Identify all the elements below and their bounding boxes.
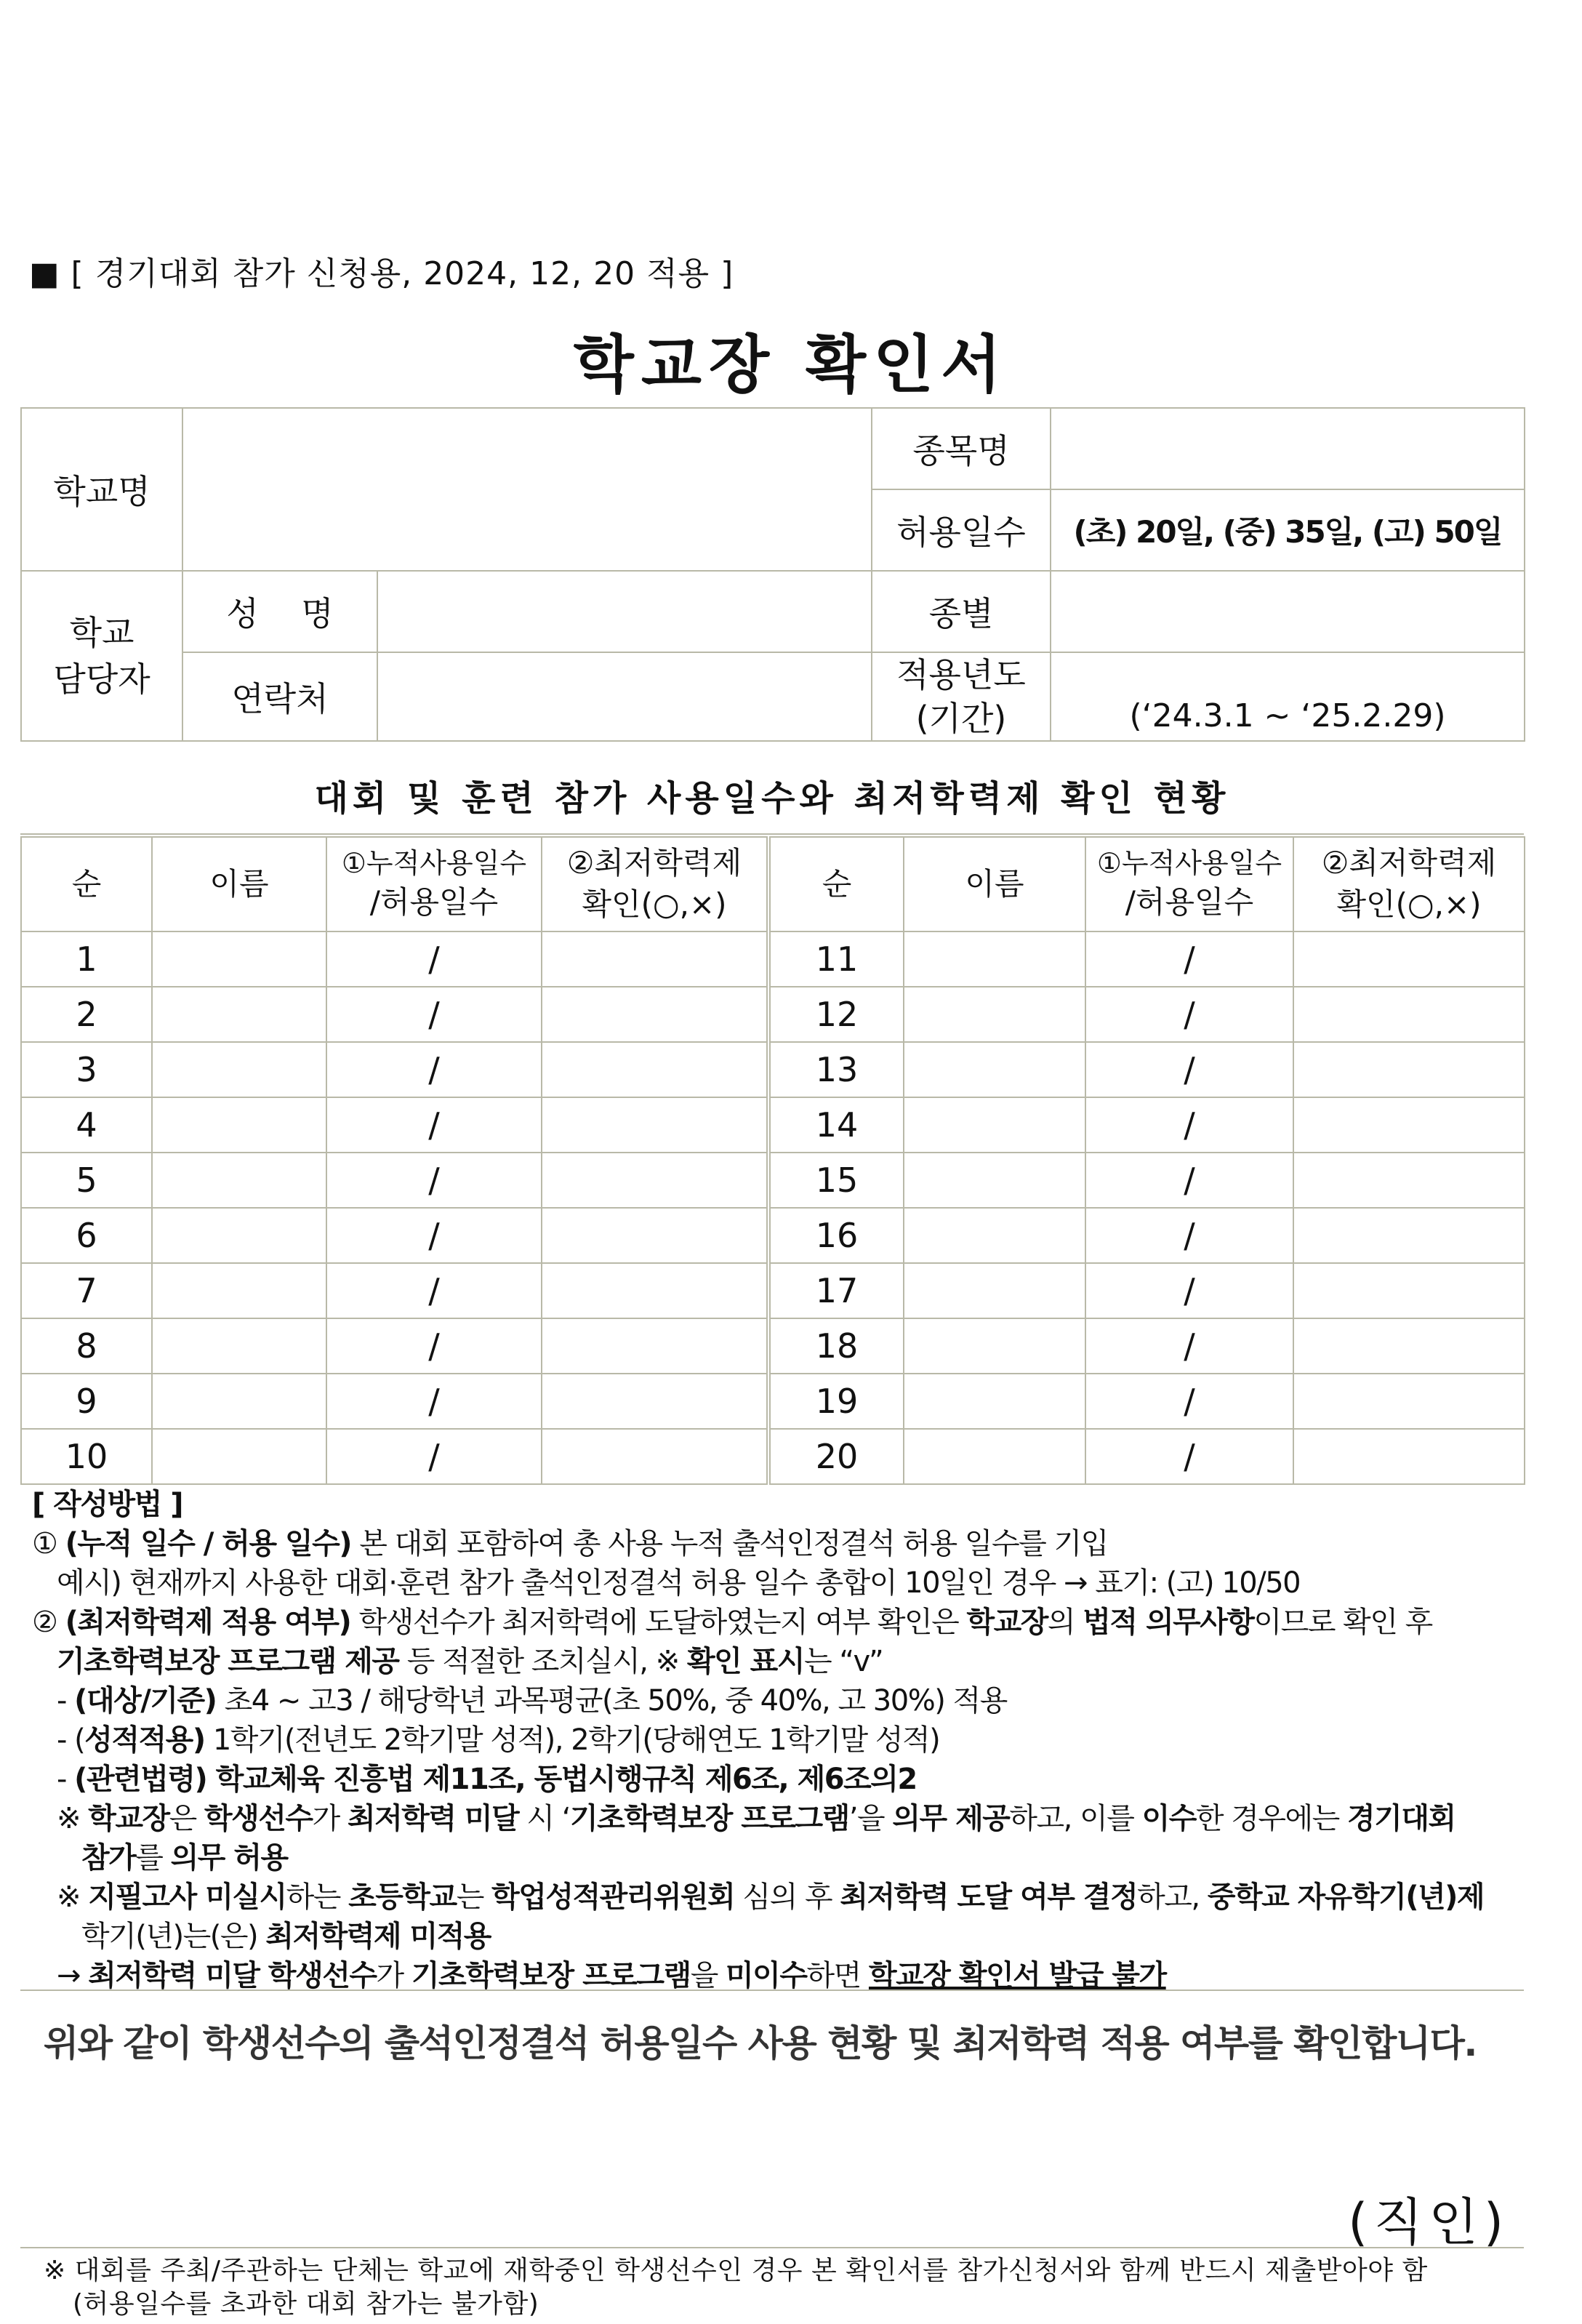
- footnote-divider: [20, 2247, 1524, 2248]
- row-number-right: 14: [768, 1097, 904, 1153]
- row-days-right[interactable]: /: [1085, 1042, 1293, 1097]
- row-number-left: 9: [21, 1374, 152, 1429]
- row-days-left[interactable]: /: [326, 1318, 542, 1374]
- row-number-right: 20: [768, 1429, 904, 1484]
- row-name-left[interactable]: [152, 1153, 326, 1208]
- row-number-left: 3: [21, 1042, 152, 1097]
- roster-row: [21, 1263, 1525, 1318]
- row-name-right[interactable]: [904, 987, 1085, 1042]
- row-name-left[interactable]: [152, 931, 326, 987]
- confirmation-statement: 위와 같이 학생선수의 출석인정결석 허용일수 사용 현황 및 최저학력 적용 여부를 확인합니다.: [44, 2022, 1477, 2064]
- allowed-days-value: (초) 20일, (중) 35일, (고) 50일: [1051, 489, 1525, 571]
- row-name-right[interactable]: [904, 1153, 1085, 1208]
- row-name-left[interactable]: [152, 1097, 326, 1153]
- row-min-right[interactable]: [1293, 1374, 1525, 1429]
- roster-row: [21, 931, 1525, 987]
- row-number-left: 1: [21, 931, 152, 987]
- roster-row: [21, 1374, 1525, 1429]
- row-min-left[interactable]: [542, 1042, 768, 1097]
- row-name-left[interactable]: [152, 1208, 326, 1263]
- year-label-line-1: 적용년도: [896, 655, 1026, 694]
- row-days-right[interactable]: /: [1085, 1374, 1293, 1429]
- row-name-right[interactable]: [904, 1374, 1085, 1429]
- row-min-left[interactable]: [542, 1208, 768, 1263]
- row-number-right: 15: [768, 1153, 904, 1208]
- official-seal-label: (직인): [1348, 2192, 1509, 2252]
- col-days-right: [1085, 837, 1293, 931]
- roster-row: [21, 1042, 1525, 1097]
- note-4: - (성적적용) 1학기(전년도 2학기말 성적), 2학기(당해연도 1학기말 성적): [57, 1723, 940, 1757]
- note-1: ① (누적 일수 / 허용 일수) 본 대회 포함하여 총 사용 누적 출석인정결석 허용 일수를 기입: [32, 1527, 1108, 1560]
- roster-row: [21, 1208, 1525, 1263]
- note-8: → 최저학력 미달 학생선수가 기초학력보장 프로그램을 미이수하면 학교장 확인서 발급 불가: [57, 1959, 1166, 1992]
- info-section: [20, 407, 1524, 742]
- row-min-right[interactable]: [1293, 1318, 1525, 1374]
- row-number-right: 19: [768, 1374, 904, 1429]
- col-min-right: [1293, 837, 1525, 931]
- row-min-right[interactable]: [1293, 1153, 1525, 1208]
- row-min-right[interactable]: [1293, 1263, 1525, 1318]
- note-1-example: 예시) 현재까지 사용한 대회·훈련 참가 출석인정결석 허용 일수 총합이 10일인 경우 → 표기: (고) 10/50: [57, 1566, 1301, 1600]
- notes-divider: [20, 1990, 1524, 1991]
- staff-label: [21, 571, 182, 741]
- row-min-left[interactable]: [542, 1097, 768, 1153]
- row-days-left[interactable]: /: [326, 1153, 542, 1208]
- col-min-left-line-1: ②최저학력제: [566, 845, 742, 881]
- footnote-line-1: ※ 대회를 주최/주관하는 단체는 학교에 재학중인 학생선수인 경우 본 확인서를 참가신청서와 함께 반드시 제출받아야 함: [44, 2256, 1428, 2285]
- row-name-left[interactable]: [152, 1042, 326, 1097]
- roster-row: [21, 1153, 1525, 1208]
- row-number-right: 18: [768, 1318, 904, 1374]
- staff-label-line-1: 학교: [69, 613, 134, 652]
- row-days-left[interactable]: /: [326, 987, 542, 1042]
- roster-row: [21, 1097, 1525, 1153]
- note-6-cont: 참가를 의무 허용: [81, 1841, 288, 1875]
- period-value: (‘24.3.1 ~ ‘25.2.29): [1051, 652, 1525, 741]
- sport-label: 종목명: [872, 408, 1051, 489]
- row-number-left: 2: [21, 987, 152, 1042]
- school-name-label: 학교명: [21, 408, 182, 571]
- col-days-left-line-2: /허용일수: [369, 884, 499, 921]
- row-min-left[interactable]: [542, 1374, 768, 1429]
- sport-field[interactable]: [1051, 408, 1525, 489]
- note-7-cont: 학기(년)는(은) 최저학력제 미적용: [81, 1920, 491, 1953]
- footnote: [44, 2254, 1428, 2321]
- row-number-left: 10: [21, 1429, 152, 1484]
- row-days-right[interactable]: /: [1085, 931, 1293, 987]
- row-days-right[interactable]: /: [1085, 987, 1293, 1042]
- row-number-right: 17: [768, 1263, 904, 1318]
- row-name-right[interactable]: [904, 931, 1085, 987]
- row-min-right[interactable]: [1293, 1097, 1525, 1153]
- col-no-right: 순: [768, 837, 904, 931]
- footnote-line-2: (허용일수를 초과한 대회 참가는 불가함): [73, 2289, 539, 2319]
- row-name-left[interactable]: [152, 1263, 326, 1318]
- roster-row: [21, 1429, 1525, 1484]
- col-min-left-line-2: 확인(○,×): [582, 886, 727, 922]
- row-name-left[interactable]: [152, 1429, 326, 1484]
- category-label: 종별: [872, 571, 1051, 652]
- note-7: ※ 지필고사 미실시하는 초등학교는 학업성적관리위원회 심의 후 최저학력 도달 여부 결정하고, 중학교 자유학기(년)제: [57, 1880, 1485, 1914]
- row-days-left[interactable]: /: [326, 1263, 542, 1318]
- col-days-left: [326, 837, 542, 931]
- row-min-right[interactable]: [1293, 931, 1525, 987]
- row-number-left: 6: [21, 1208, 152, 1263]
- row-number-left: 8: [21, 1318, 152, 1374]
- allowed-days-label: 허용일수: [872, 489, 1051, 571]
- row-days-left[interactable]: /: [326, 1429, 542, 1484]
- col-name-left: 이름: [152, 837, 326, 931]
- roster-section: [20, 836, 1524, 1485]
- name-field[interactable]: [377, 571, 872, 652]
- row-min-left[interactable]: [542, 931, 768, 987]
- row-days-left[interactable]: /: [326, 1042, 542, 1097]
- row-number-right: 12: [768, 987, 904, 1042]
- row-days-right[interactable]: /: [1085, 1429, 1293, 1484]
- row-days-right[interactable]: /: [1085, 1097, 1293, 1153]
- staff-label-line-2: 담당자: [53, 660, 150, 699]
- year-label: [872, 652, 1051, 741]
- info-table: [20, 407, 1525, 742]
- col-days-right-line-2: /허용일수: [1125, 884, 1254, 921]
- contact-field[interactable]: [377, 652, 872, 741]
- instructions-heading: [ 작성방법 ]: [32, 1488, 182, 1521]
- row-min-left[interactable]: [542, 1318, 768, 1374]
- row-name-right[interactable]: [904, 1318, 1085, 1374]
- row-name-right[interactable]: [904, 1263, 1085, 1318]
- col-no-left: 순: [21, 837, 152, 931]
- col-min-left: [542, 837, 768, 931]
- row-days-right[interactable]: /: [1085, 1208, 1293, 1263]
- row-days-right[interactable]: /: [1085, 1153, 1293, 1208]
- roster-table: [20, 836, 1525, 1485]
- col-name-right: 이름: [904, 837, 1085, 931]
- row-number-right: 13: [768, 1042, 904, 1097]
- note-2: ② (최저학력제 적용 여부) 학생선수가 최저학력에 도달하였는지 여부 확인은 학교장의 법적 의무사항이므로 확인 후: [32, 1606, 1432, 1639]
- row-min-left[interactable]: [542, 1429, 768, 1484]
- row-name-right[interactable]: [904, 1429, 1085, 1484]
- roster-row: [21, 1318, 1525, 1374]
- row-number-left: 5: [21, 1153, 152, 1208]
- row-number-left: 4: [21, 1097, 152, 1153]
- row-min-right[interactable]: [1293, 1208, 1525, 1263]
- note-3: - (대상/기준) 초4 ~ 고3 / 해당학년 과목평균(초 50%, 중 40%, 고 30%) 적용: [57, 1684, 1007, 1718]
- row-days-right[interactable]: /: [1085, 1318, 1293, 1374]
- category-field[interactable]: [1051, 571, 1525, 652]
- note-5: - (관련법령) 학교체육 진흥법 제11조, 동법시행규칙 제6조, 제6조의2: [57, 1763, 917, 1796]
- col-days-right-line-1: ①누적사용일수: [1096, 847, 1282, 879]
- row-number-right: 11: [768, 931, 904, 987]
- instructions: [32, 1485, 1530, 1995]
- row-min-right[interactable]: [1293, 1429, 1525, 1484]
- row-days-left[interactable]: /: [326, 1208, 542, 1263]
- row-name-right[interactable]: [904, 1208, 1085, 1263]
- row-name-right[interactable]: [904, 1042, 1085, 1097]
- row-name-left[interactable]: [152, 1374, 326, 1429]
- note-6: ※ 학교장은 학생선수가 최저학력 미달 시 ‘기초학력보장 프로그램’을 의무 제공하고, 이를 이수한 경우에는 경기대회: [57, 1802, 1455, 1835]
- contact-label: 연락처: [182, 652, 377, 741]
- row-name-right[interactable]: [904, 1097, 1085, 1153]
- row-min-left[interactable]: [542, 987, 768, 1042]
- row-number-left: 7: [21, 1263, 152, 1318]
- school-name-field[interactable]: [182, 408, 872, 571]
- col-min-right-line-1: ②최저학력제: [1321, 845, 1497, 881]
- col-min-right-line-2: 확인(○,×): [1336, 886, 1482, 922]
- row-days-right[interactable]: /: [1085, 1263, 1293, 1318]
- row-days-left[interactable]: /: [326, 931, 542, 987]
- row-number-right: 16: [768, 1208, 904, 1263]
- row-min-right[interactable]: [1293, 1042, 1525, 1097]
- row-min-right[interactable]: [1293, 987, 1525, 1042]
- note-2-cont: 기초학력보장 프로그램 제공 등 적절한 조치실시, ※ 확인 표시는 “v”: [57, 1645, 883, 1678]
- row-name-left[interactable]: [152, 1318, 326, 1374]
- row-name-left[interactable]: [152, 987, 326, 1042]
- page-title: 학교장 확인서: [573, 329, 1009, 401]
- roster-section-title: 대회 및 훈련 참가 사용일수와 최저학력제 확인 현황: [20, 764, 1524, 835]
- row-min-left[interactable]: [542, 1263, 768, 1318]
- form-version-label: ■ [ 경기대회 참가 신청용, 2024, 12, 20 적용 ]: [29, 255, 734, 292]
- row-min-left[interactable]: [542, 1153, 768, 1208]
- col-days-left-line-1: ①누적사용일수: [341, 847, 527, 879]
- name-label: 성 명: [182, 571, 377, 652]
- row-days-left[interactable]: /: [326, 1097, 542, 1153]
- year-label-line-2: (기간): [915, 699, 1007, 738]
- row-days-left[interactable]: /: [326, 1374, 542, 1429]
- roster-row: [21, 987, 1525, 1042]
- roster-header-row: [21, 837, 1525, 931]
